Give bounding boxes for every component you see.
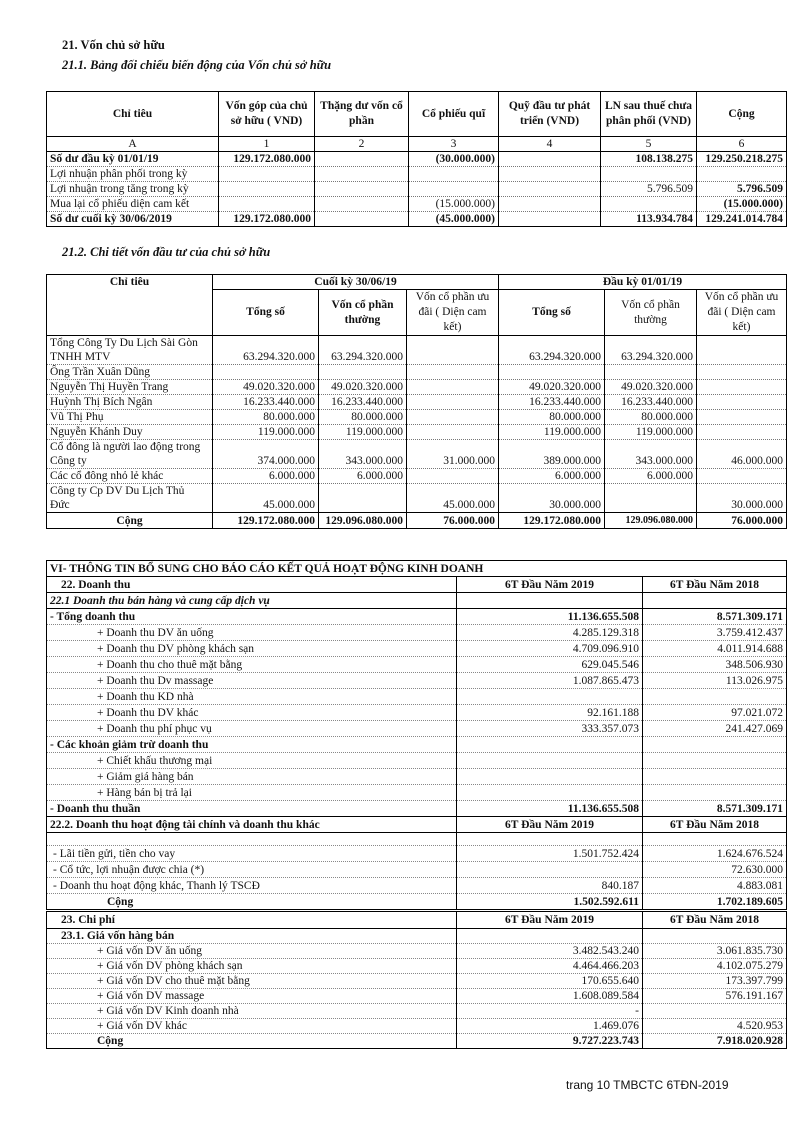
cell: 113.934.784	[601, 212, 697, 227]
cell: 4.011.914.688	[643, 641, 787, 657]
cell	[605, 365, 697, 380]
cell: 113.026.975	[643, 673, 787, 689]
table-row	[47, 1019, 787, 1034]
cell: 45.000.000	[407, 498, 499, 513]
cell	[697, 410, 787, 425]
row-label: + Chiết khấu thương mại	[47, 753, 457, 769]
cell: 129.172.080.000	[219, 152, 315, 167]
column-index: 4	[499, 137, 601, 152]
cell	[697, 425, 787, 440]
table-row	[47, 959, 787, 974]
cell: 72.630.000	[643, 862, 787, 878]
cell	[315, 167, 409, 182]
cell: 348.506.930	[643, 657, 787, 673]
cell	[499, 212, 601, 227]
column-header: Vốn cổ phần ưu đãi ( Diện cam kết)	[407, 290, 499, 336]
row-label: + Doanh thu phí phục vụ	[47, 721, 457, 737]
row-label: - Các khoản giảm trừ doanh thu	[47, 737, 457, 753]
cell: 576.191.167	[643, 989, 787, 1004]
cell: 16.233.440.000	[319, 395, 407, 410]
cell	[219, 182, 315, 197]
cell: 46.000.000	[697, 454, 787, 469]
cell: 80.000.000	[499, 410, 605, 425]
cell	[213, 365, 319, 380]
cell: 9.727.223.743	[457, 1034, 643, 1049]
column-header: Tổng số	[213, 290, 319, 336]
column-header: Tổng số	[499, 290, 605, 336]
cell	[499, 182, 601, 197]
table-row	[47, 641, 787, 657]
subsection-22-2-title: 22.2. Doanh thu hoạt động tài chính và doanh thu khác	[47, 817, 457, 833]
table-row	[47, 657, 787, 673]
cell: 129.250.218.275	[697, 152, 787, 167]
table-row	[47, 395, 787, 410]
table-header-row	[47, 912, 787, 929]
cell: 8.571.309.171	[643, 801, 787, 817]
section-title-row	[47, 561, 787, 577]
cell	[407, 350, 499, 365]
table-row	[47, 380, 787, 395]
row-label: Số dư cuối kỳ 30/06/2019	[47, 212, 219, 227]
cell: 97.021.072	[643, 705, 787, 721]
cell: (15.000.000)	[697, 197, 787, 212]
row-label: Công ty	[47, 454, 213, 469]
table-row	[47, 1004, 787, 1019]
cell	[697, 469, 787, 484]
row-label: Cộng	[47, 894, 457, 910]
cell	[457, 785, 643, 801]
cell: 16.233.440.000	[605, 395, 697, 410]
cell	[315, 212, 409, 227]
cell: 76.000.000	[697, 513, 787, 529]
table-row	[47, 974, 787, 989]
cell: 11.136.655.508	[457, 801, 643, 817]
row-label: TNHH MTV	[47, 350, 213, 365]
subsection-23-1-title: 23.1. Giá vốn hàng bán	[47, 929, 457, 944]
cell	[643, 769, 787, 785]
cell	[407, 425, 499, 440]
cell: (30.000.000)	[409, 152, 499, 167]
cell: 16.233.440.000	[213, 395, 319, 410]
group-header: Cuối kỳ 30/06/19	[213, 275, 499, 290]
cell	[315, 182, 409, 197]
cell: 129.172.080.000	[219, 212, 315, 227]
cell: 6.000.000	[605, 469, 697, 484]
cell	[407, 365, 499, 380]
table-row	[47, 721, 787, 737]
row-label: + Giá vốn DV massage	[47, 989, 457, 1004]
cell: 4.464.466.203	[457, 959, 643, 974]
table-row	[47, 410, 787, 425]
page-footer: trang 10 TMBCTC 6TĐN-2019	[566, 1078, 729, 1092]
cell: 49.020.320.000	[213, 380, 319, 395]
table-row	[47, 785, 787, 801]
column-header: 6T Đầu Năm 2019	[457, 577, 643, 593]
cell	[499, 152, 601, 167]
cell	[643, 737, 787, 753]
cell: 170.655.640	[457, 974, 643, 989]
section-22-title: 22. Doanh thu	[47, 577, 457, 593]
cell: 1.702.189.605	[643, 894, 787, 910]
table-row	[47, 498, 787, 513]
column-header: Vốn cổ phần thường	[605, 290, 697, 336]
cell: 30.000.000	[697, 498, 787, 513]
cell: 343.000.000	[319, 454, 407, 469]
cell: 119.000.000	[499, 425, 605, 440]
section-vi-title: VI- THÔNG TIN BỔ SUNG CHO BÁO CÁO KẾT QUẢ HOẠT ĐỘNG KINH DOANH	[47, 561, 787, 577]
equity-reconciliation-table	[46, 91, 787, 227]
subsection-row	[47, 929, 787, 944]
cell: 80.000.000	[213, 410, 319, 425]
cell: 840.187	[457, 878, 643, 894]
table-row	[47, 365, 787, 380]
table-row	[47, 846, 787, 862]
row-label: + Doanh thu DV phòng khách sạn	[47, 641, 457, 657]
row-label: - Tổng doanh thu	[47, 609, 457, 625]
column-header: Vốn cổ phần ưu đãi ( Diện cam kết)	[697, 290, 787, 336]
cell: 80.000.000	[605, 410, 697, 425]
cell: 4.285.129.318	[457, 625, 643, 641]
cell: 629.045.546	[457, 657, 643, 673]
cell: 30.000.000	[499, 498, 605, 513]
cell	[457, 753, 643, 769]
cell	[407, 380, 499, 395]
column-header: 6T Đầu Năm 2018	[643, 817, 787, 833]
cell: 3.061.835.730	[643, 944, 787, 959]
cell	[601, 197, 697, 212]
column-header: Cộng	[697, 92, 787, 137]
row-label: Huỳnh Thị Bích Ngân	[47, 395, 213, 410]
cell: 6.000.000	[499, 469, 605, 484]
table-row	[47, 454, 787, 469]
row-label: + Doanh thu Dv massage	[47, 673, 457, 689]
table-row	[47, 182, 787, 197]
row-label: + Giảm giá hàng bán	[47, 769, 457, 785]
row-label: + Doanh thu DV khác	[47, 705, 457, 721]
table-row	[47, 425, 787, 440]
column-header: Quỹ đầu tư phát triển (VND)	[499, 92, 601, 137]
section-21-title: 21. Vốn chủ sở hữu	[62, 38, 165, 52]
cell	[643, 689, 787, 705]
cell: 4.883.081	[643, 878, 787, 894]
cell: 129.241.014.784	[697, 212, 787, 227]
cell: 16.233.440.000	[499, 395, 605, 410]
row-label: + Doanh thu DV ăn uống	[47, 625, 457, 641]
column-index: 3	[409, 137, 499, 152]
cell	[643, 753, 787, 769]
table-row	[47, 167, 787, 182]
row-label: - Lãi tiền gửi, tiền cho vay	[47, 846, 457, 862]
table-index-row	[47, 137, 787, 152]
cell: 6.000.000	[213, 469, 319, 484]
column-index: 6	[697, 137, 787, 152]
row-label: Cộng	[47, 1034, 457, 1049]
column-header: Thặng dư vốn cổ phần	[315, 92, 409, 137]
section-21-2-title: 21.2. Chi tiết vốn đầu tư của chủ sở hữu	[62, 245, 271, 259]
column-index: 1	[219, 137, 315, 152]
table-row	[47, 673, 787, 689]
table-row	[47, 350, 787, 365]
row-label: + Doanh thu KD nhà	[47, 689, 457, 705]
row-label: Vũ Thị Phụ	[47, 410, 213, 425]
cost-table	[46, 911, 787, 1049]
cell: 1.087.865.473	[457, 673, 643, 689]
cell	[407, 410, 499, 425]
cell: 333.357.073	[457, 721, 643, 737]
cell: 129.096.080.000	[319, 513, 407, 529]
cell: 1.501.752.424	[457, 846, 643, 862]
cell	[643, 1004, 787, 1019]
table-row	[47, 625, 787, 641]
cell: 119.000.000	[605, 425, 697, 440]
row-label: Tổng Công Ty Du Lịch Sài Gòn	[47, 336, 213, 351]
cell: 4.102.075.279	[643, 959, 787, 974]
cell	[499, 167, 601, 182]
cell	[319, 365, 407, 380]
table-row	[47, 989, 787, 1004]
cell	[457, 689, 643, 705]
cell: 374.000.000	[213, 454, 319, 469]
table-row	[47, 878, 787, 894]
cell: 49.020.320.000	[605, 380, 697, 395]
cell: 63.294.320.000	[213, 350, 319, 365]
row-label: + Doanh thu cho thuê mặt bằng	[47, 657, 457, 673]
column-index: 2	[315, 137, 409, 152]
table-row	[47, 737, 787, 753]
section-23-title: 23. Chi phí	[47, 912, 457, 929]
cell: 5.796.509	[601, 182, 697, 197]
cell	[697, 380, 787, 395]
table-row	[47, 689, 787, 705]
row-label: + Giá vốn DV Kinh doanh nhà	[47, 1004, 457, 1019]
table-row	[47, 152, 787, 167]
cell: 108.138.275	[601, 152, 697, 167]
row-label: + Giá vốn DV khác	[47, 1019, 457, 1034]
column-header: 6T Đầu Năm 2019	[457, 912, 643, 929]
row-label: + Hàng bán bị trả lại	[47, 785, 457, 801]
cell	[457, 769, 643, 785]
cell: 49.020.320.000	[499, 380, 605, 395]
cell: 1.502.592.611	[457, 894, 643, 910]
cell	[697, 365, 787, 380]
cell: -	[457, 1004, 643, 1019]
table-group-header-row	[47, 275, 787, 290]
subsection-row	[47, 593, 787, 609]
table-row	[47, 440, 787, 455]
cell	[457, 737, 643, 753]
cell: 80.000.000	[319, 410, 407, 425]
cell: 1.624.676.524	[643, 846, 787, 862]
cell: 1.469.076	[457, 1019, 643, 1034]
cell	[219, 167, 315, 182]
cell: 63.294.320.000	[499, 350, 605, 365]
cell	[319, 498, 407, 513]
cell: 92.161.188	[457, 705, 643, 721]
cell	[499, 197, 601, 212]
cell: 173.397.799	[643, 974, 787, 989]
table-row	[47, 336, 787, 351]
cell	[407, 395, 499, 410]
column-header: Chỉ tiêu	[47, 92, 219, 137]
cell: 8.571.309.171	[643, 609, 787, 625]
cell	[219, 197, 315, 212]
revenue-table	[46, 560, 787, 910]
table-row	[47, 862, 787, 878]
row-label: Ông Trần Xuân Dũng	[47, 365, 213, 380]
column-header: LN sau thuế chưa phân phối (VND)	[601, 92, 697, 137]
cell: 4.520.953	[643, 1019, 787, 1034]
cell: 49.020.320.000	[319, 380, 407, 395]
table-row	[47, 753, 787, 769]
cell: (15.000.000)	[409, 197, 499, 212]
cell	[315, 152, 409, 167]
cell: 63.294.320.000	[319, 350, 407, 365]
row-label: - Doanh thu hoạt động khác, Thanh lý TSCĐ	[47, 878, 457, 894]
cell: 3.759.412.437	[643, 625, 787, 641]
row-label: Cộng	[47, 513, 213, 529]
row-label: Nguyễn Thị Huyền Trang	[47, 380, 213, 395]
table-row	[47, 944, 787, 959]
cell	[643, 785, 787, 801]
cell	[457, 862, 643, 878]
cell: 63.294.320.000	[605, 350, 697, 365]
table-row	[47, 801, 787, 817]
table-row	[47, 609, 787, 625]
column-header: Vốn cổ phần thường	[319, 290, 407, 336]
cell: 7.918.020.928	[643, 1034, 787, 1049]
table-row	[47, 769, 787, 785]
row-label: Các cổ đông nhỏ lẻ khác	[47, 469, 213, 484]
column-index: 5	[601, 137, 697, 152]
spacer-row	[47, 833, 787, 846]
cell: 31.000.000	[407, 454, 499, 469]
column-header: 6T Đầu Năm 2018	[643, 912, 787, 929]
cell: 241.427.069	[643, 721, 787, 737]
cell: 4.709.096.910	[457, 641, 643, 657]
cell: (45.000.000)	[409, 212, 499, 227]
table-row	[47, 705, 787, 721]
cell: 343.000.000	[605, 454, 697, 469]
cell: 1.608.089.584	[457, 989, 643, 1004]
table-row	[47, 484, 787, 499]
column-header: Chỉ tiêu	[47, 275, 213, 336]
owner-investment-table	[46, 274, 787, 529]
cell	[409, 182, 499, 197]
table-header-row	[47, 817, 787, 833]
table-total-row	[47, 894, 787, 910]
table-header-row	[47, 92, 787, 137]
row-label: Cổ đông là người lao động trong	[47, 440, 213, 455]
cell: 76.000.000	[407, 513, 499, 529]
cell: 6.000.000	[319, 469, 407, 484]
cell: 45.000.000	[213, 498, 319, 513]
cell: 389.000.000	[499, 454, 605, 469]
cell: 119.000.000	[319, 425, 407, 440]
row-label: + Giá vốn DV phòng khách sạn	[47, 959, 457, 974]
cell: 129.096.080.000	[605, 513, 697, 529]
row-label: Số dư đầu kỳ 01/01/19	[47, 152, 219, 167]
cell: 129.172.080.000	[213, 513, 319, 529]
row-label: + Giá vốn DV ăn uống	[47, 944, 457, 959]
cell	[499, 365, 605, 380]
cell: 11.136.655.508	[457, 609, 643, 625]
column-header: Cổ phiếu quĩ	[409, 92, 499, 137]
cell	[605, 498, 697, 513]
row-label: Công ty Cp DV Du Lịch Thủ	[47, 484, 213, 499]
cell	[697, 167, 787, 182]
cell	[697, 350, 787, 365]
row-label: Lợi nhuận trong tăng trong kỳ	[47, 182, 219, 197]
cell: 129.172.080.000	[499, 513, 605, 529]
row-label: + Giá vốn DV cho thuê mặt bằng	[47, 974, 457, 989]
table-row	[47, 197, 787, 212]
row-label: Nguyễn Khánh Duy	[47, 425, 213, 440]
subsection-22-1-title: 22.1 Doanh thu bán hàng và cung cấp dịch vụ	[47, 593, 457, 609]
table-row	[47, 212, 787, 227]
cell	[407, 469, 499, 484]
cell	[409, 167, 499, 182]
cell: 119.000.000	[213, 425, 319, 440]
row-label: - Doanh thu thuần	[47, 801, 457, 817]
table-header-row	[47, 577, 787, 593]
group-header: Đầu kỳ 01/01/19	[499, 275, 787, 290]
column-header: 6T Đầu Năm 2018	[643, 577, 787, 593]
row-label: Lợi nhuận phân phối trong kỳ	[47, 167, 219, 182]
column-index: A	[47, 137, 219, 152]
cell: 3.482.543.240	[457, 944, 643, 959]
cell: 5.796.509	[697, 182, 787, 197]
cell	[315, 197, 409, 212]
column-header: 6T Đầu Năm 2019	[457, 817, 643, 833]
table-row	[47, 469, 787, 484]
row-label: - Cổ tức, lợi nhuận được chia (*)	[47, 862, 457, 878]
row-label: Đức	[47, 498, 213, 513]
column-header: Vốn góp của chủ sở hữu ( VND)	[219, 92, 315, 137]
row-label: Mua lại cổ phiếu diện cam kết	[47, 197, 219, 212]
table-total-row	[47, 513, 787, 529]
section-21-1-title: 21.1. Bảng đối chiếu biến động của Vốn chủ sở hữu	[62, 58, 332, 72]
table-total-row	[47, 1034, 787, 1049]
cell	[601, 167, 697, 182]
cell	[697, 395, 787, 410]
